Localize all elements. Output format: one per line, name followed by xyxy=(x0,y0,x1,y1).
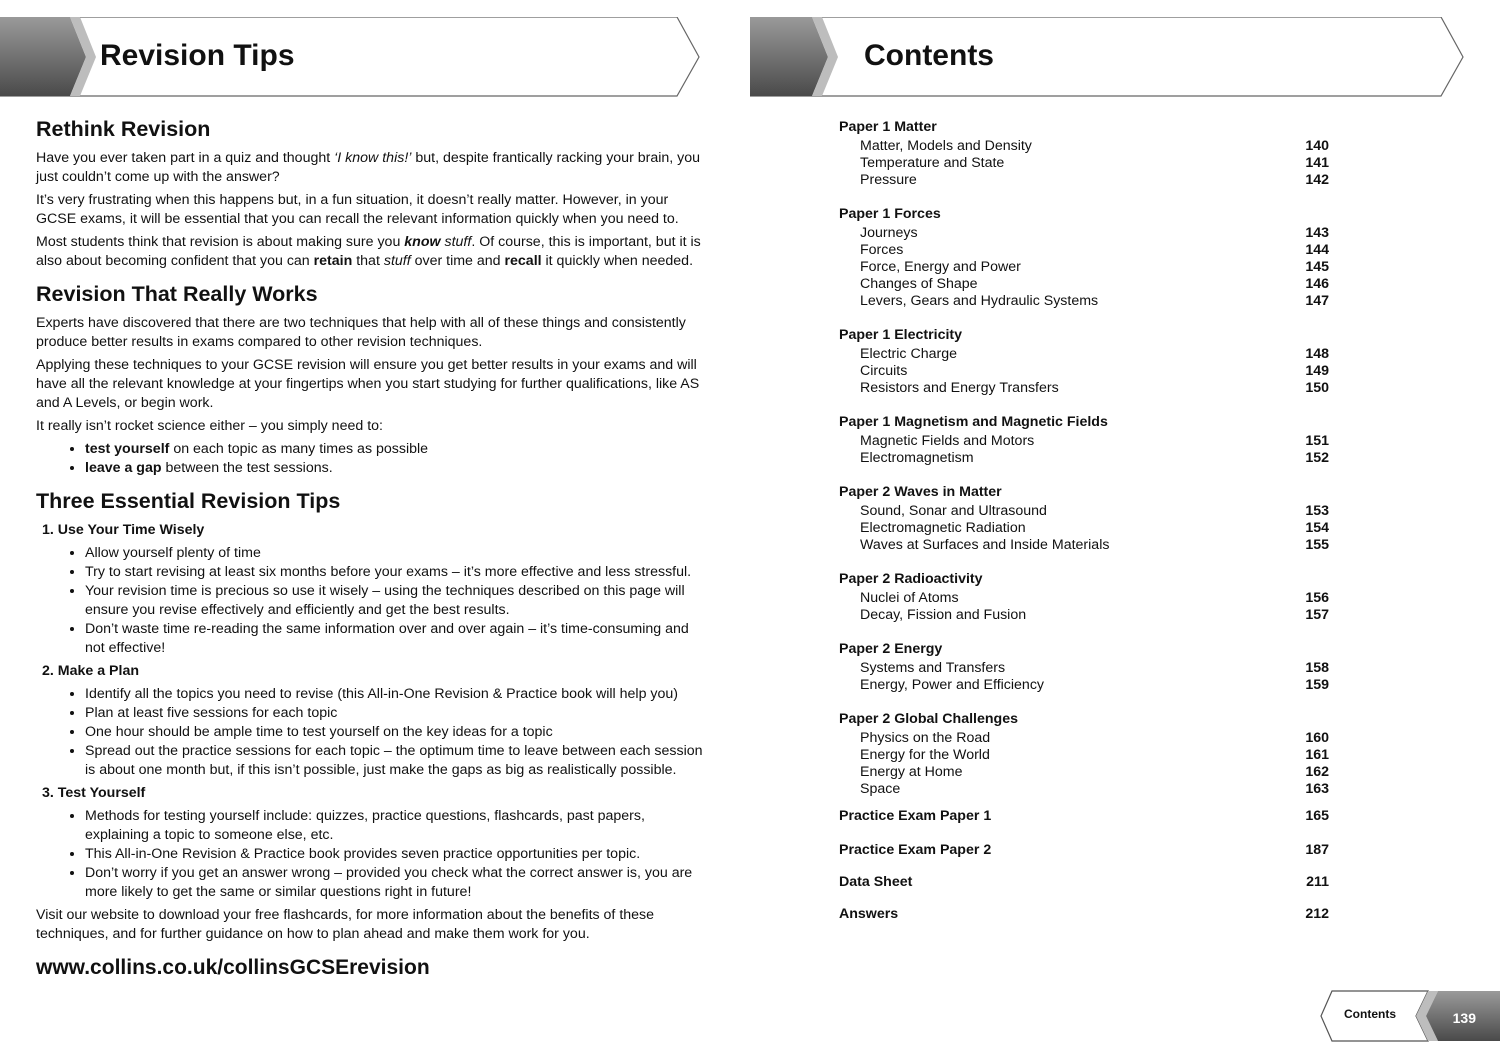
toc-entry xyxy=(839,764,1329,781)
list-item: • Try to start revising at least six months before your exams – it’s more effective and less stressful. xyxy=(85,563,706,582)
toc-entry-page: 147 xyxy=(1305,293,1329,309)
toc-section-title: Paper 1 Forces xyxy=(839,206,941,222)
paragraph: It’s very frustrating when this happens but, in a fun situation, it doesn’t really matter. However, in your GCSE exams, it will be essential that you can recall the relevant information quickly when you need to. xyxy=(36,192,679,227)
list-item: • One hour should be ample time to test yourself on the key ideas for a topic xyxy=(85,723,706,742)
toc-entry-page: 149 xyxy=(1305,363,1329,379)
toc-entry xyxy=(839,276,1329,293)
toc-entry-label: Electromagnetic Radiation xyxy=(860,520,1026,536)
toc-entry xyxy=(839,781,1329,798)
toc-entry-label: Changes of Shape xyxy=(860,276,978,292)
toc-entry xyxy=(839,363,1329,380)
toc-section-title: Paper 1 Electricity xyxy=(839,327,963,343)
text: but, despite frantically racking your brain, you just couldn’t come up with the answer? xyxy=(36,150,701,185)
toc-entry xyxy=(839,503,1329,520)
toc-entry-page: 142 xyxy=(1305,172,1329,188)
text: Have you ever taken part in a quiz and thought xyxy=(36,150,335,166)
toc-entry-page: 157 xyxy=(1305,607,1329,623)
toc-entry-page: 144 xyxy=(1305,242,1329,258)
toc-entry-label: Forces xyxy=(860,242,904,258)
toc-section-title: Paper 2 Energy xyxy=(839,641,943,657)
toc-entry-label: Magnetic Fields and Motors xyxy=(860,433,1035,449)
toc-entry-page: 155 xyxy=(1305,537,1329,553)
toc-section xyxy=(839,412,1329,467)
toc-entry xyxy=(839,242,1329,259)
toc-entry-page: 140 xyxy=(1305,138,1329,154)
toc-entry-page: 145 xyxy=(1305,259,1329,275)
tip-heading: 1. Use Your Time Wisely xyxy=(42,522,205,538)
banner-shape xyxy=(750,17,1470,97)
page-number: 139 xyxy=(1452,1010,1476,1026)
paragraph: Experts have discovered that there are two techniques that help with all of these things and consistently produce better results in exams compared to other revision techniques. xyxy=(36,315,686,350)
toc-single-entry xyxy=(839,840,1329,860)
toc-entry-label: Resistors and Energy Transfers xyxy=(860,380,1059,396)
toc-entry-label: Nuclei of Atoms xyxy=(860,590,959,606)
toc-section xyxy=(839,482,1329,554)
list-item: • Methods for testing yourself include: quizzes, practice questions, flashcards, past papers, explaining a topic to someone else, etc. xyxy=(85,807,706,845)
heading-revision-that-works: Revision That Really Works xyxy=(36,282,318,306)
tip-heading: 2. Make a Plan xyxy=(42,663,139,679)
toc-entry-label: Temperature and State xyxy=(860,155,1005,171)
list-item: • Allow yourself plenty of time xyxy=(85,544,706,563)
text: it quickly when needed. xyxy=(541,253,694,269)
toc-entry xyxy=(839,747,1329,764)
tip-heading: 3. Test Yourself xyxy=(42,785,146,801)
toc-entry-page: 212 xyxy=(1305,906,1329,922)
toc-entry xyxy=(839,138,1329,155)
toc-entry-page: 150 xyxy=(1305,380,1329,396)
toc-entry xyxy=(839,660,1329,677)
list-item: • Your revision time is precious so use it wisely – using the techniques described on this page will ensure you revise effectively and efficiently and get the best results. xyxy=(85,582,706,620)
revision-tips-content xyxy=(36,116,706,977)
list-item xyxy=(85,459,706,478)
emphasis: stuff xyxy=(383,253,411,269)
toc-entry-label: Levers, Gears and Hydraulic Systems xyxy=(860,293,1099,309)
text: over time and xyxy=(410,253,505,269)
bold-text: retain xyxy=(313,253,353,269)
bold-text: recall xyxy=(504,253,542,269)
toc-entry-page: 159 xyxy=(1305,677,1329,693)
paragraph xyxy=(36,233,706,271)
right-page xyxy=(750,0,1500,1061)
toc-entry-label: Pressure xyxy=(860,172,917,188)
toc-entry-page: 165 xyxy=(1305,808,1329,824)
toc-entry xyxy=(839,433,1329,450)
toc-entry-label: Force, Energy and Power xyxy=(860,259,1021,275)
heading-three-tips: Three Essential Revision Tips xyxy=(36,489,341,513)
toc-entry xyxy=(839,677,1329,694)
list-item: • Plan at least five sessions for each topic xyxy=(85,704,706,723)
toc-entry-label: Waves at Surfaces and Inside Materials xyxy=(860,537,1110,553)
toc-entry-page: 163 xyxy=(1305,781,1329,797)
toc-entry-label: Sound, Sonar and Ultrasound xyxy=(860,503,1047,519)
page-title: Contents xyxy=(864,39,994,72)
toc-entry-label: Electric Charge xyxy=(860,346,957,362)
toc-entry-page: 146 xyxy=(1305,276,1329,292)
toc-entry-page: 148 xyxy=(1305,346,1329,362)
toc-entry-label: Space xyxy=(860,781,901,797)
toc-entry xyxy=(839,293,1329,310)
toc-entry xyxy=(839,380,1329,397)
toc-entry xyxy=(839,607,1329,624)
toc-entry-label: Journeys xyxy=(860,225,918,241)
toc-entry-page: 160 xyxy=(1305,730,1329,746)
toc-entry-label: Energy at Home xyxy=(860,764,963,780)
toc-single-entry xyxy=(839,806,1329,826)
toc-entry-label: Systems and Transfers xyxy=(860,660,1006,676)
toc-entry xyxy=(839,155,1329,172)
text: Most students think that revision is about making sure you xyxy=(36,234,405,250)
toc-entry-page: 162 xyxy=(1305,764,1329,780)
list-item xyxy=(85,440,706,459)
toc-section-title: Paper 2 Global Challenges xyxy=(839,711,1018,727)
toc-entry-page: 161 xyxy=(1305,747,1329,763)
toc-section-title: Paper 2 Waves in Matter xyxy=(839,484,1002,500)
toc-entry-page: 141 xyxy=(1305,155,1329,171)
paragraph: Visit our website to download your free flashcards, for more information about the benefits of these techniques, and for further guidance on how to plan ahead and make them work for you. xyxy=(36,907,655,942)
toc-section-title: Paper 2 Radioactivity xyxy=(839,571,983,587)
toc-entry-page: 154 xyxy=(1305,520,1329,536)
emphasis: stuff xyxy=(440,234,472,250)
toc-entry-label: Answers xyxy=(839,906,899,922)
toc-section xyxy=(839,639,1329,694)
toc-entry xyxy=(839,450,1329,467)
toc-entry-page: 153 xyxy=(1305,503,1329,519)
toc-entry-label: Energy for the World xyxy=(860,747,990,763)
list-item: • Spread out the practice sessions for each topic – the optimum time to leave between each session is about one month but, if this isn’t possible, just make the gaps as big as realistically possible. xyxy=(85,742,706,780)
toc-entry xyxy=(839,730,1329,747)
toc-entry-page: 158 xyxy=(1305,660,1329,676)
toc-entry-page: 151 xyxy=(1305,433,1329,449)
toc-entry xyxy=(839,346,1329,363)
toc-section xyxy=(839,709,1329,798)
text: on each topic as many times as possible xyxy=(169,441,429,457)
paragraph: Applying these techniques to your GCSE revision will ensure you get better results in your exams and will have all the relevant knowledge at your fingertips when you start studying for further qualifications, like AS and A Levels, or begin work. xyxy=(36,357,700,411)
list-item: • Identify all the topics you need to revise (this All-in-One Revision & Practice book will help you) xyxy=(85,685,706,704)
text: that xyxy=(352,253,384,269)
toc-entry-label: Electromagnetism xyxy=(860,450,974,466)
footer-label: Contents xyxy=(1344,1007,1396,1021)
toc-section-title: Paper 1 Matter xyxy=(839,119,937,135)
paragraph xyxy=(36,149,706,187)
toc-entry xyxy=(839,225,1329,242)
toc-entry-label: Practice Exam Paper 2 xyxy=(839,842,992,858)
emphasis: ‘I know this!’ xyxy=(334,150,412,166)
toc-entry xyxy=(839,259,1329,276)
toc-single-entry xyxy=(839,904,1329,924)
bold-text: test yourself xyxy=(85,441,170,457)
toc-entry-label: Data Sheet xyxy=(839,874,913,890)
bullet-list xyxy=(36,685,706,780)
toc-entry-label: Decay, Fission and Fusion xyxy=(860,607,1027,623)
toc-section xyxy=(839,325,1329,397)
toc-single-entry xyxy=(839,872,1329,892)
toc-entry-page: 152 xyxy=(1305,450,1329,466)
toc-entry xyxy=(839,172,1329,189)
paragraph: It really isn’t rocket science either – you simply need to: xyxy=(36,418,383,434)
heading-rethink-revision: Rethink Revision xyxy=(36,117,211,141)
toc-entry-page: 156 xyxy=(1305,590,1329,606)
text: . Of course, this is important, but it is also about becoming confident that you can xyxy=(36,234,701,269)
toc-entry-label: Practice Exam Paper 1 xyxy=(839,808,992,824)
toc-entry-label: Matter, Models and Density xyxy=(860,138,1032,154)
bullet-list xyxy=(36,544,706,658)
list-item: • Don’t worry if you get an answer wrong – provided you check what the correct answer is, you are more likely to get the same or similar questions right in future! xyxy=(85,864,706,902)
bullet-list xyxy=(36,440,706,478)
website-url: www.collins.co.uk/collinsGCSErevision xyxy=(36,956,430,979)
bullet-list xyxy=(36,807,706,902)
toc-entry-page: 211 xyxy=(1306,874,1329,890)
toc-entry xyxy=(839,537,1329,554)
bold-text: leave a gap xyxy=(85,460,162,476)
toc-entry-page: 143 xyxy=(1305,225,1329,241)
toc-entry-label: Circuits xyxy=(860,363,908,379)
toc-entry xyxy=(839,520,1329,537)
table-of-contents xyxy=(839,117,1329,929)
toc-entry-label: Energy, Power and Efficiency xyxy=(860,677,1045,693)
emphasis: know xyxy=(404,234,441,250)
list-item: • This All-in-One Revision & Practice book provides seven practice opportunities per topic. xyxy=(85,845,706,864)
page-title: Revision Tips xyxy=(100,39,295,72)
toc-section xyxy=(839,204,1329,310)
page-footer xyxy=(1320,990,1500,1042)
toc-section-title: Paper 1 Magnetism and Magnetic Fields xyxy=(839,414,1108,430)
toc-entry-page: 187 xyxy=(1305,842,1329,858)
toc-section xyxy=(839,117,1329,189)
text: between the test sessions. xyxy=(161,460,333,476)
toc-section xyxy=(839,569,1329,624)
list-item: • Don’t waste time re-reading the same information over and over again – it’s time-consuming and not effective! xyxy=(85,620,706,658)
toc-entry-label: Physics on the Road xyxy=(860,730,991,746)
toc-entry xyxy=(839,590,1329,607)
